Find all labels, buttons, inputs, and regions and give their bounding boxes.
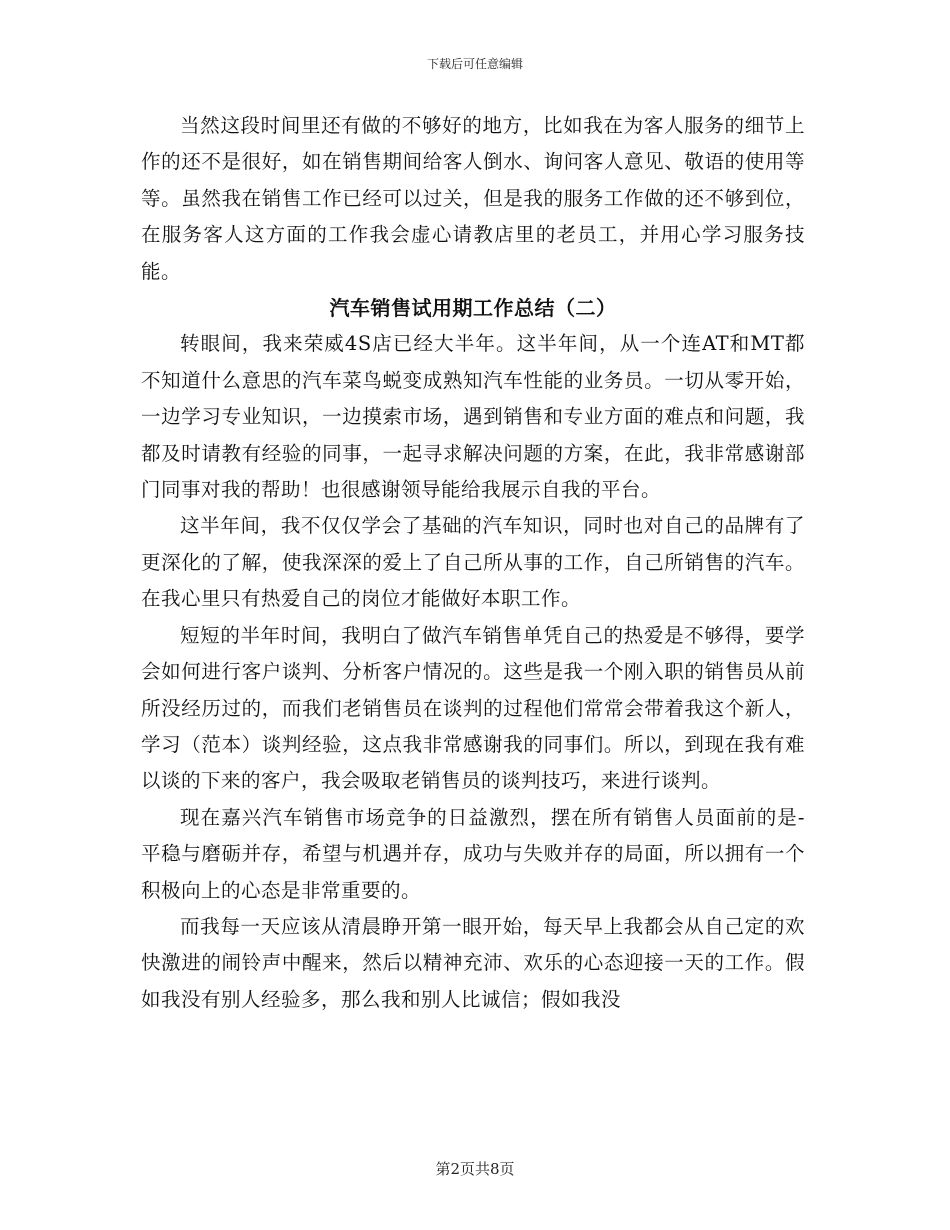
paragraph-1: 转眼间，我来荣威4S店已经大半年。这半年间，从一个连AT和MT都不知道什么意思的汽车菜鸟蜕变成熟知汽车性能的业务员。一切从零开始，一边学习专业知识，一边摸索市场，遇到销售和专业方面的难点和问题，我都及时请教有经验的同事，一起寻求解决问题的方案，在此，我非常感谢部门同事对我的帮助！也很感谢领导能给我展示自我的平台。	[141, 332, 805, 502]
paragraph-intro: 当然这段时间里还有做的不够好的地方，比如我在为客人服务的细节上作的还不是很好，如在销售期间给客人倒水、询问客人意见、敬语的使用等等。虽然我在销售工作已经可以过关，但是我的服务工作做的还不够到位，在服务客人这方面的工作我会虚心请教店里的老员工，并用心学习服务技能。	[141, 114, 805, 283]
paragraph-5: 而我每一天应该从清晨睁开第一眼开始，每天早上我都会从自己定的欢快激进的闹铃声中醒来，然后以精神充沛、欢乐的心态迎接一天的工作。假如我没有别人经验多，那么我和别人比诚信；假如我没	[141, 914, 805, 1011]
document-body	[141, 108, 805, 1018]
paragraph-4: 现在嘉兴汽车销售市场竞争的日益激烈，摆在所有销售人员面前的是-平稳与磨砺并存，希望与机遇并存，成功与失败并存的局面，所以拥有一个积极向上的心态是非常重要的。	[141, 805, 805, 902]
section-title: 汽车销售试用期工作总结（二）	[329, 296, 617, 321]
paragraph-3: 短短的半年时间，我明白了做汽车销售单凭自己的热爱是不够得，要学会如何进行客户谈判、分析客户情况的。这些是我一个刚入职的销售员从前所没经历过的，而我们老销售员在谈判的过程他们常常会带着我这个新人，学习（范本）谈判经验，这点我非常感谢我的同事们。所以，到现在我有难以谈的下来的客户，我会吸取老销售员的谈判技巧，来进行谈判。	[141, 623, 805, 793]
page-header-note: 下载后可任意编辑	[426, 57, 523, 71]
page-number: 第2页共8页	[435, 1160, 515, 1178]
paragraph-2: 这半年间，我不仅仅学会了基础的汽车知识，同时也对自己的品牌有了更深化的了解，使我深深的爱上了自己所从事的工作，自己所销售的汽车。在我心里只有热爱自己的岗位才能做好本职工作。	[141, 514, 805, 611]
